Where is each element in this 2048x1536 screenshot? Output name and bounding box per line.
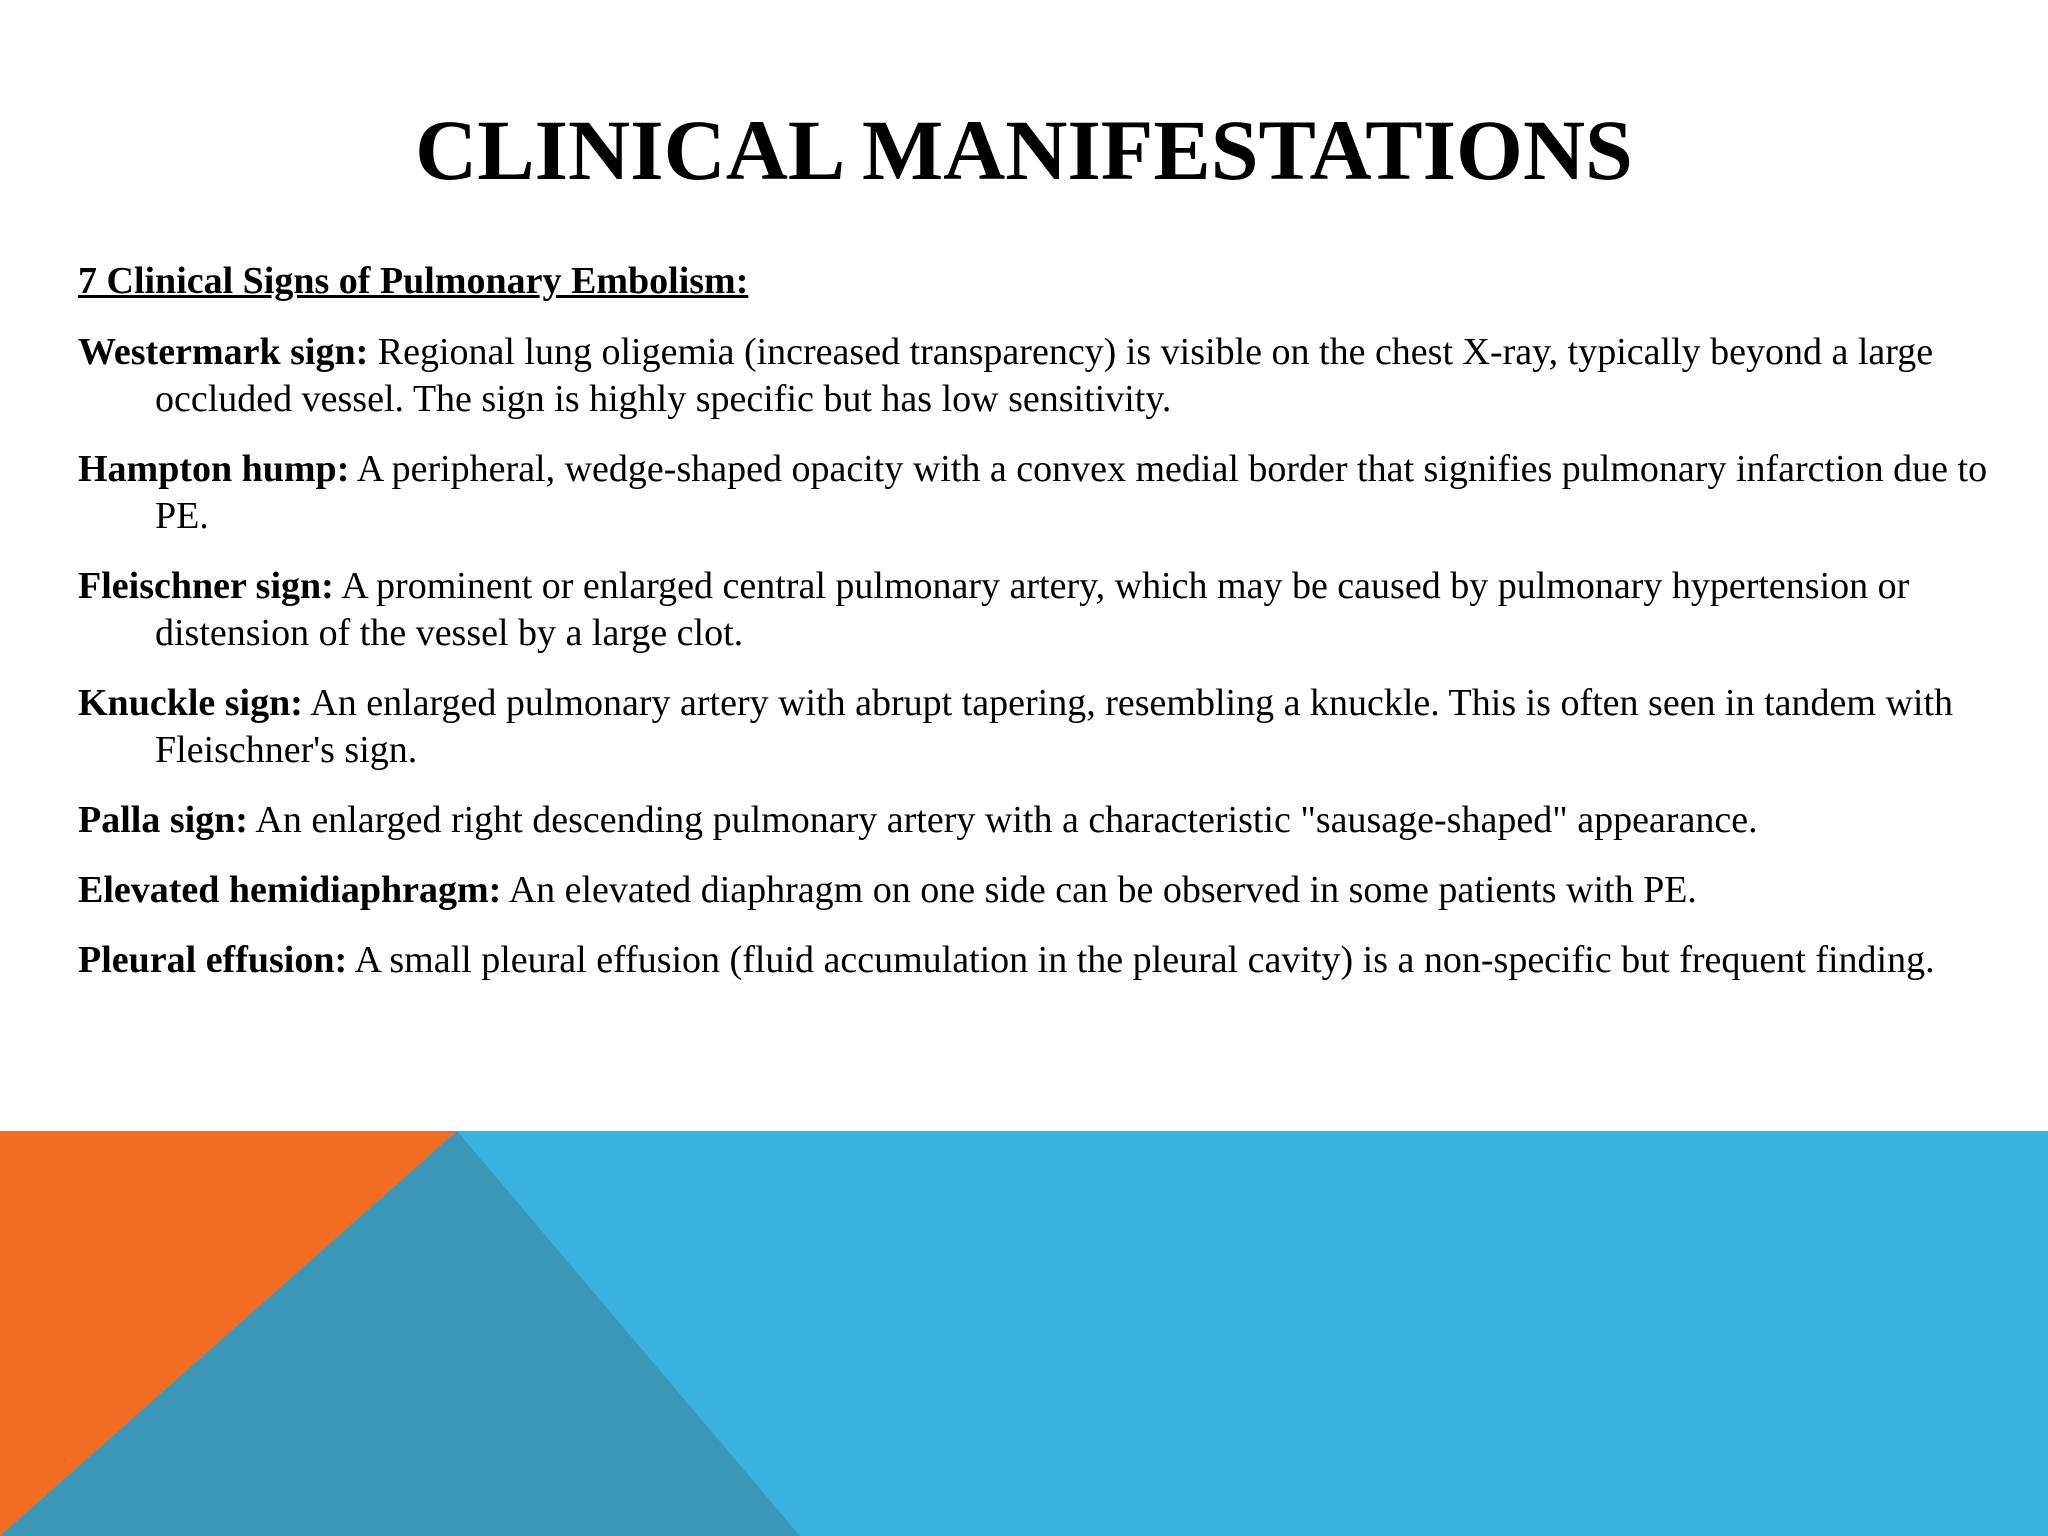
decorative-footer-band (0, 1131, 2048, 1536)
sign-item-elevated-hemidiaphragm (78, 867, 2028, 914)
sign-item-fleischner (78, 563, 2028, 657)
sign-name: Hampton hump: (78, 448, 350, 490)
slide-content (78, 258, 2028, 1007)
sign-name: Westermark sign: (78, 331, 369, 373)
sign-item-hampton-hump (78, 446, 2028, 540)
sign-description: A peripheral, wedge-shaped opacity with a convex medial border that signifies pulmonary infarction due to PE. (155, 448, 1988, 537)
sign-name: Palla sign: (78, 799, 248, 841)
sign-name: Fleischner sign: (78, 565, 334, 607)
signs-subheading: 7 Clinical Signs of Pulmonary Embolism: (78, 260, 749, 302)
sign-item-palla (78, 797, 2028, 844)
sign-description: Regional lung oligemia (increased transparency) is visible on the chest X-ray, typically beyond a large occluded vessel. The sign is highly specific but has low sensitivity. (155, 331, 1934, 420)
slide-title: CLINICAL MANIFESTATIONS (415, 102, 1633, 198)
sign-description: An enlarged right descending pulmonary artery with a characteristic "sausage-shaped" appearance. (255, 799, 1758, 841)
sign-description: A small pleural effusion (fluid accumulation in the pleural cavity) is a non-specific but frequent finding. (354, 939, 1935, 981)
sign-description: A prominent or enlarged central pulmonary artery, which may be caused by pulmonary hypertension or distension of the vessel by a large clot. (155, 565, 1910, 654)
sign-name: Pleural effusion: (78, 939, 348, 981)
sign-name: Knuckle sign: (78, 682, 303, 724)
sign-name: Elevated hemidiaphragm: (78, 869, 502, 911)
sign-item-knuckle (78, 680, 2028, 774)
sign-description: An elevated diaphragm on one side can be observed in some patients with PE. (508, 869, 1697, 911)
sign-item-pleural-effusion (78, 937, 2028, 984)
sign-description: An enlarged pulmonary artery with abrupt tapering, resembling a knuckle. This is often seen in tandem with Fleischner's sign. (155, 682, 1954, 771)
sign-item-westermark (78, 329, 2028, 423)
